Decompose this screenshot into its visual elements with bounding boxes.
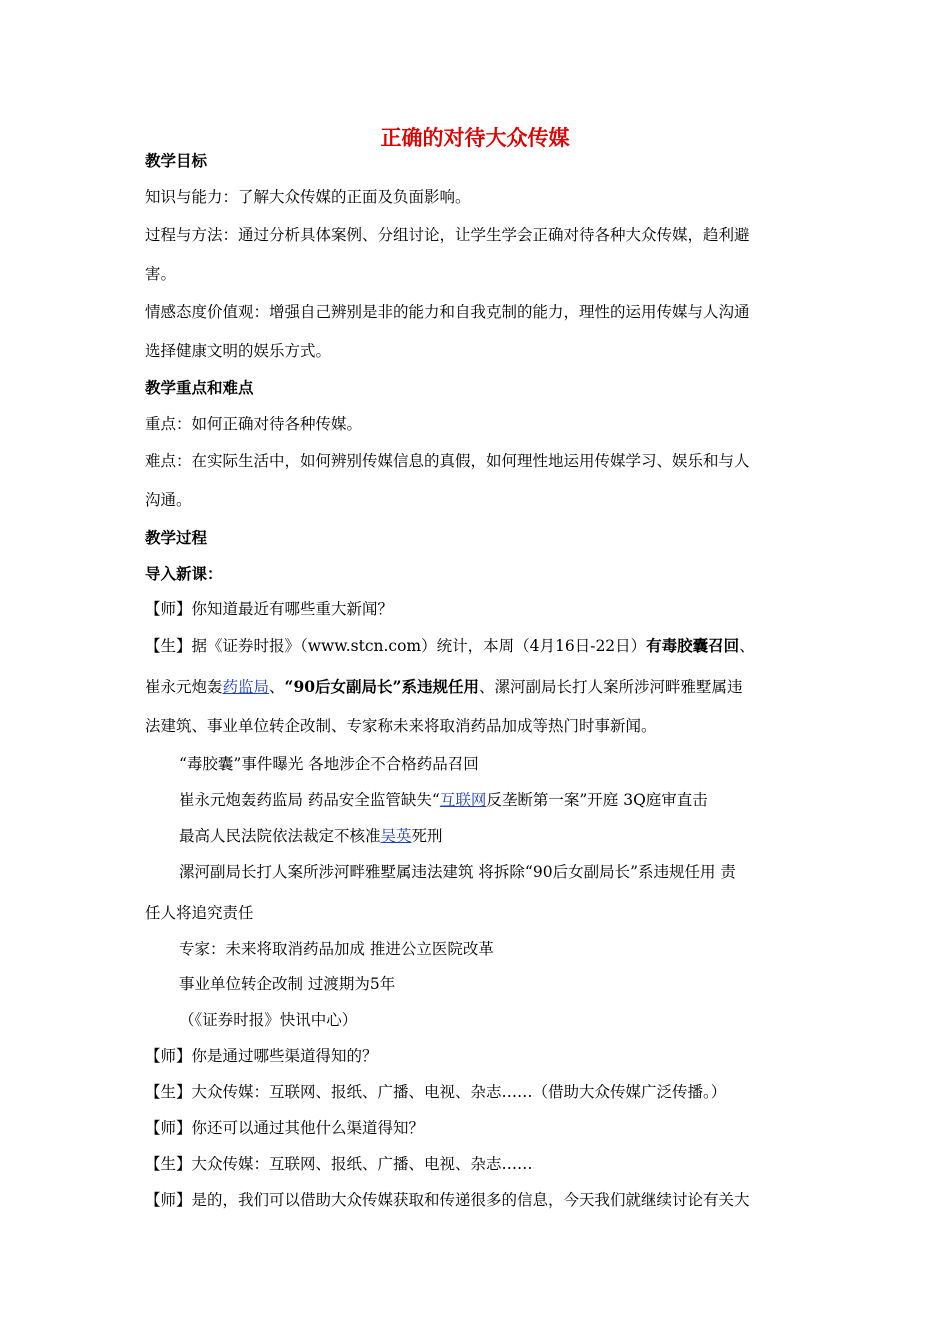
news-item-4-cont: 任人将追究责任 bbox=[145, 904, 254, 922]
student-line-2-text: 崔永元炮轰 bbox=[145, 678, 223, 696]
student-line-2 bbox=[145, 677, 742, 697]
student-line-2-rest: 、漯河副局长打人案所涉河畔雅墅属违 bbox=[478, 678, 743, 696]
heading-process: 教学过程 bbox=[145, 529, 208, 547]
news-item-1: “毒胶囊”事件曝光 各地涉企不合格药品召回 bbox=[179, 755, 479, 773]
student-line-3: 法建筑、事业单位转企改制、专家称未来将取消药品加成等热门时事新闻。 bbox=[145, 717, 657, 735]
teacher-line-2: 【师】你是通过哪些渠道得知的？ bbox=[145, 1047, 378, 1065]
news-source: （《证券时报》快讯中心） bbox=[179, 1011, 358, 1029]
link-drug-agency[interactable]: 药监局 bbox=[222, 678, 270, 696]
news-item-3 bbox=[179, 826, 443, 846]
student-line-1-text: 【生】据《证券时报》（www.stcn.com）统计，本周（4月16日-22日） bbox=[145, 637, 647, 655]
key-point: 重点：如何正确对待各种传媒。 bbox=[145, 415, 363, 433]
bold-poison-capsule: 有毒胶囊召回 bbox=[646, 636, 740, 655]
student-line-5: 【生】大众传媒：互联网、报纸、广播、电视、杂志…… bbox=[145, 1155, 533, 1173]
news-item-6: 事业单位转企改制 过渡期为5年 bbox=[179, 975, 396, 993]
news-item-2 bbox=[179, 790, 708, 810]
objective-process-line1: 过程与方法：通过分析具体案例、分组讨论，让学生学会正确对待各种大众传媒，趋利避 bbox=[145, 226, 750, 244]
news-item-5: 专家：未来将取消药品加成 推进公立医院改革 bbox=[179, 940, 494, 958]
link-internet[interactable]: 互联网 bbox=[439, 791, 487, 809]
objective-emotion-line1: 情感态度价值观：增强自己辨别是非的能力和自我克制的能力，理性的运用传媒与人沟通 bbox=[145, 303, 750, 321]
punct: 、 bbox=[739, 637, 755, 655]
link-wu-ying[interactable]: 吴英 bbox=[380, 827, 412, 845]
news-item-2-rest: 反垄断第一案”开庭 3Q庭审直击 bbox=[486, 791, 708, 809]
student-line-4: 【生】大众传媒：互联网、报纸、广播、电视、杂志……（借助大众传媒广泛传播。） bbox=[145, 1083, 727, 1101]
objective-process-line2: 害。 bbox=[145, 265, 177, 283]
heading-intro: 导入新课： bbox=[145, 565, 223, 583]
news-item-2-text: 崔永元炮轰药监局 药品安全监管缺失“ bbox=[179, 791, 440, 809]
news-item-3-text: 最高人民法院依法裁定不核准 bbox=[179, 827, 381, 845]
heading-keypoints: 教学重点和难点 bbox=[145, 379, 254, 397]
difficulty-line2: 沟通。 bbox=[145, 491, 192, 509]
heading-objectives: 教学目标 bbox=[145, 152, 208, 170]
bold-90s-deputy: “90后女副局长”系违规任用 bbox=[284, 677, 479, 696]
difficulty-line1: 难点：在实际生活中，如何辨别传媒信息的真假，如何理性地运用传媒学习、娱乐和与人 bbox=[145, 452, 750, 470]
objective-emotion-line2: 选择健康文明的娱乐方式。 bbox=[145, 342, 332, 360]
teacher-line-3: 【师】你还可以通过其他什么渠道得知？ bbox=[145, 1119, 425, 1137]
punct: 、 bbox=[269, 678, 285, 696]
news-item-3-rest: 死刑 bbox=[411, 827, 443, 845]
teacher-line-1: 【师】你知道最近有哪些重大新闻？ bbox=[145, 600, 394, 618]
objective-knowledge: 知识与能力：了解大众传媒的正面及负面影响。 bbox=[145, 188, 471, 206]
teacher-line-4: 【师】是的，我们可以借助大众传媒获取和传递很多的信息，今天我们就继续讨论有关大 bbox=[145, 1191, 750, 1209]
news-item-4: 漯河副局长打人案所涉河畔雅墅属违法建筑 将拆除“90后女副局长”系违规任用 责 bbox=[179, 863, 736, 881]
student-line-1 bbox=[145, 636, 755, 656]
page-title: 正确的对待大众传媒 bbox=[380, 126, 570, 150]
